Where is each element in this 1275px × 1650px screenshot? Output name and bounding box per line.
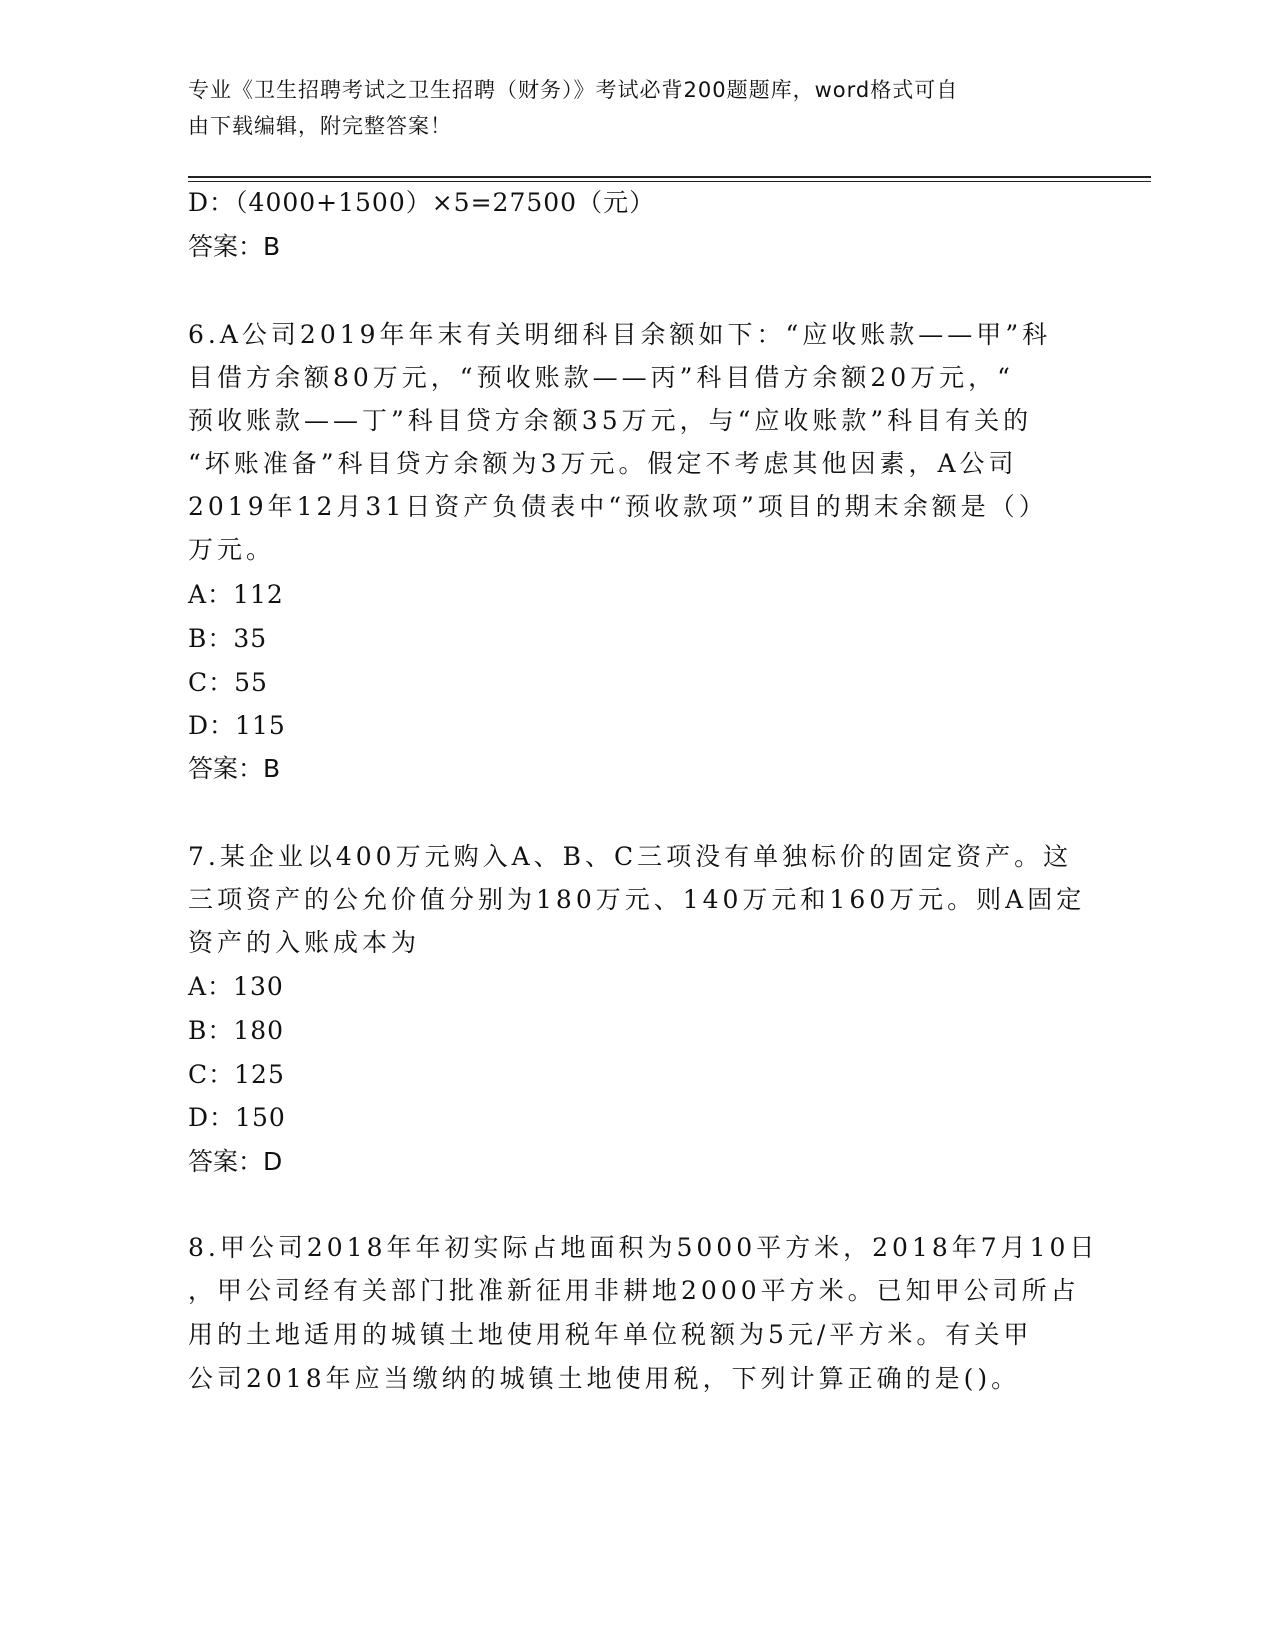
q6-stem-line: 预收账款——丁”科目贷方余额35万元，与“应收账款”科目有关的: [188, 406, 1033, 435]
page-header: [188, 72, 1068, 144]
q6-stem-line: 目借方余额80万元，“预收账款——丙”科目借方余额20万元，“: [188, 363, 1014, 392]
q7-answer: 答案：D: [188, 1147, 283, 1176]
q7-stem-line: 7.某企业以400万元购入A、B、C三项没有单独标价的固定资产。这: [188, 842, 1073, 871]
prev-option-d: D：（4000+1500）×5=27500（元）: [188, 188, 656, 217]
header-rule-thick: [188, 176, 1151, 178]
q8-stem-line: 公司2018年应当缴纳的城镇土地使用税，下列计算正确的是()。: [188, 1364, 1021, 1393]
q6-option-a: A：112: [188, 580, 284, 609]
q6-option-d: D：115: [188, 711, 286, 740]
q6-stem-line: “坏账准备”科目贷方余额为3万元。假定不考虑其他因素，A公司: [188, 449, 1018, 478]
q7-option-c: C：125: [188, 1060, 285, 1089]
prev-answer: 答案：B: [188, 232, 281, 261]
q7-option-a: A：130: [188, 972, 284, 1001]
q7-option-d: D：150: [188, 1103, 286, 1132]
q7-stem-line: 三项资产的公允价值分别为180万元、140万元和160万元。则A固定: [188, 885, 1086, 914]
q8-stem-line: ，甲公司经有关部门批准新征用非耕地2000平方米。已知甲公司所占: [188, 1276, 1080, 1305]
q7-option-b: B：180: [188, 1016, 285, 1045]
header-line-1: 专业《卫生招聘考试之卫生招聘（财务）》考试必背200题题库，word格式可自: [188, 78, 959, 102]
q6-answer: 答案：B: [188, 754, 281, 783]
q6-option-b: B：35: [188, 624, 268, 653]
q8-stem-line: 用的土地适用的城镇土地使用税年单位税额为5元/平方米。有关甲: [188, 1320, 1033, 1349]
q7-stem-line: 资产的入账成本为: [188, 928, 421, 957]
q8-stem-line: 8.甲公司2018年年初实际占地面积为5000平方米，2018年7月10日: [188, 1233, 1099, 1262]
header-rule-thin: [188, 181, 1151, 182]
q6-stem-line: 2019年12月31日资产负债表中“预收款项”项目的期末余额是（）: [188, 492, 1048, 521]
q6-stem-line: 6.A公司2019年年末有关明细科目余额如下：“应收账款——甲”科: [188, 320, 1052, 349]
q6-option-c: C：55: [188, 668, 268, 697]
header-line-2: 由下载编辑，附完整答案！: [188, 114, 452, 138]
q6-stem-line: 万元。: [188, 535, 276, 564]
